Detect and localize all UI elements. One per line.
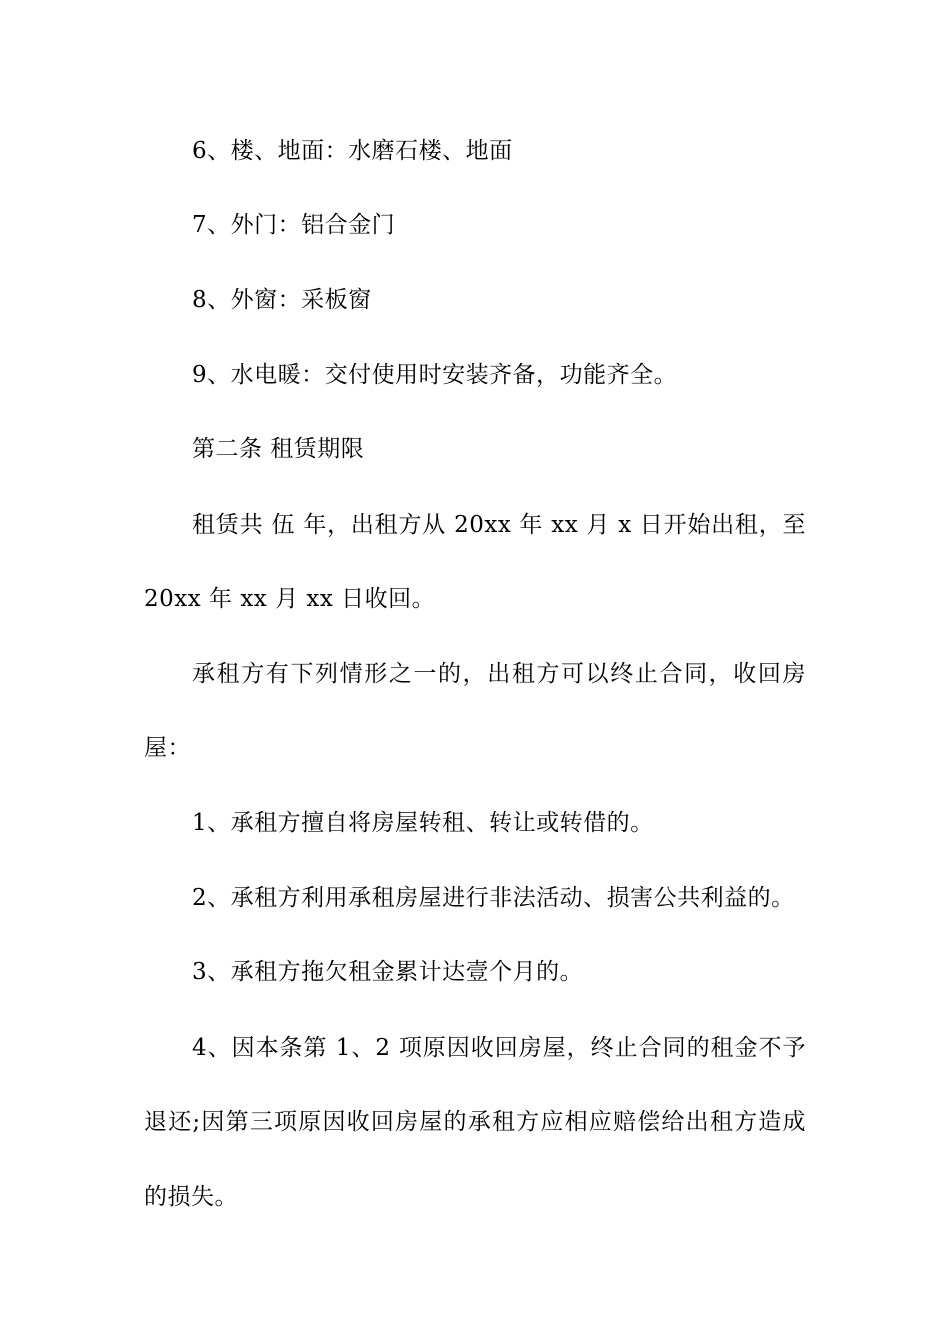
condition-2: 2、承租方利用承租房屋进行非法活动、损害公共利益的。 bbox=[192, 885, 795, 911]
termination-line-2: 屋： bbox=[144, 735, 191, 761]
clause-4-line-3: 的损失。 bbox=[144, 1184, 238, 1210]
clause-4-line-1: 4、因本条第 1、2 项原因收回房屋，终止合同的租金不予 bbox=[192, 1035, 806, 1061]
item-floor: 6、楼、地面：水磨石楼、地面 bbox=[192, 138, 513, 164]
item-utilities: 9、水电暖：交付使用时安装齐备，功能齐全。 bbox=[192, 362, 678, 388]
condition-3: 3、承租方拖欠租金累计达壹个月的。 bbox=[192, 959, 584, 985]
clause-4-line-2: 退还;因第三项原因收回房屋的承租方应相应赔偿给出租方造成 bbox=[144, 1109, 806, 1135]
article-heading: 第二条 租赁期限 bbox=[192, 436, 365, 462]
item-outer-window: 8、外窗：采板窗 bbox=[192, 287, 372, 313]
lease-term-line-1: 租赁共 伍 年，出租方从 20xx 年 xx 月 x 日开始出租，至 bbox=[192, 512, 806, 538]
termination-line-1: 承租方有下列情形之一的，出租方可以终止合同，收回房 bbox=[192, 661, 806, 687]
lease-term-line-2: 20xx 年 xx 月 xx 日收回。 bbox=[144, 586, 436, 612]
condition-1: 1、承租方擅自将房屋转租、转让或转借的。 bbox=[192, 810, 654, 836]
item-outer-door: 7、外门：铝合金门 bbox=[192, 212, 396, 238]
